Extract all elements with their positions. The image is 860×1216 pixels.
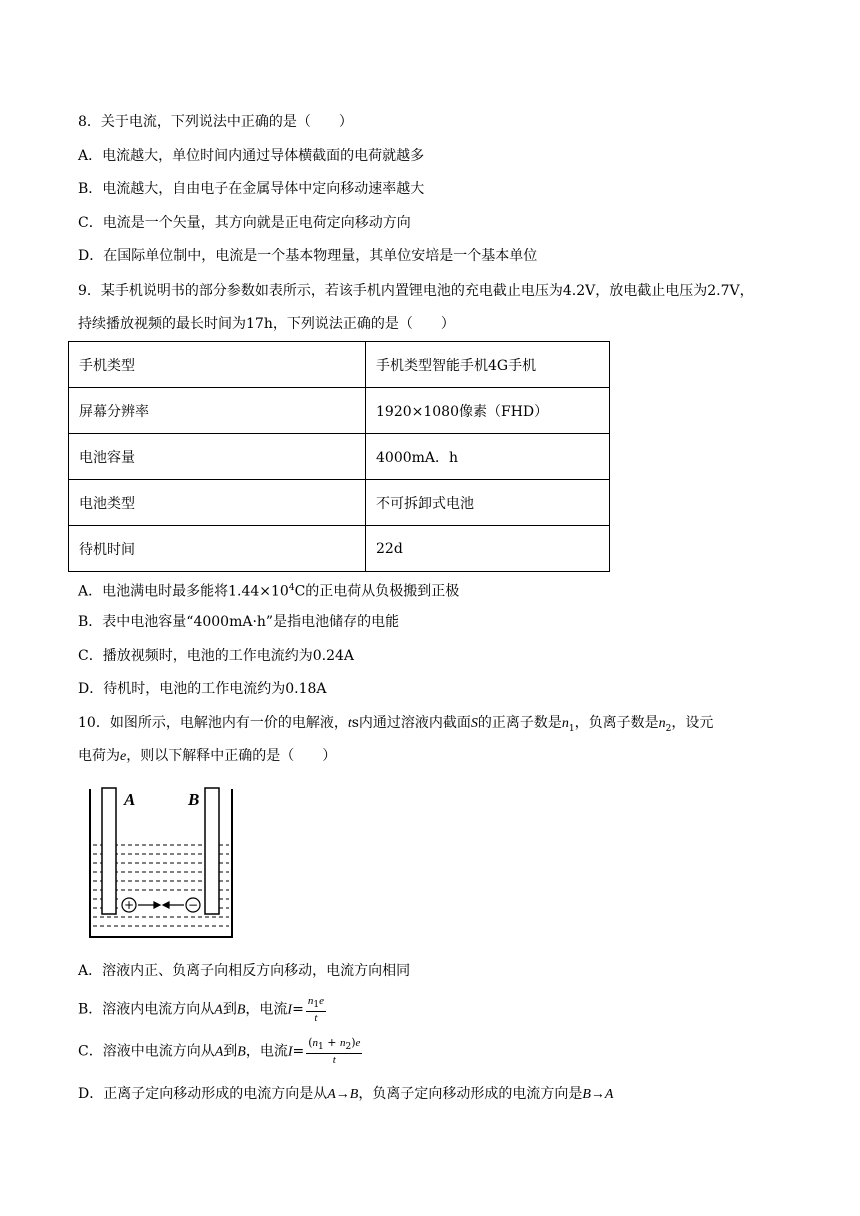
stem-text: 10．如图所示，电解池内有一价的电解液， <box>78 715 348 731</box>
negative-ion-sign: − <box>187 898 199 912</box>
table-cell: 电池类型 <box>69 480 366 526</box>
q10-stem-line1 <box>78 713 713 739</box>
var-a: A <box>214 1002 223 1018</box>
stem-text: 电荷为 <box>78 748 120 764</box>
table-row <box>69 526 610 572</box>
q10-option-d <box>78 1084 613 1105</box>
q9-stem-line2: 持续播放视频的最长时间为17h，下列说法正确的是（ ） <box>78 316 455 332</box>
stem-text: ，则以下解释中正确的是（ ） <box>126 748 337 764</box>
q9-stem-line1: 9．某手机说明书的部分参数如表所示，若该手机内置锂电池的充电截止电压为4.2V，放电截止电压为2.7V， <box>78 283 754 299</box>
table-row <box>69 342 610 388</box>
option-text: C的正电荷从负极搬到正极 <box>294 583 460 600</box>
subscript: 1 <box>318 1042 324 1053</box>
q10-option-b <box>78 995 326 1024</box>
var-n1: n <box>312 1037 319 1049</box>
var-b: B <box>237 1044 246 1060</box>
direction-ab: A→B <box>327 1087 359 1102</box>
electrode-a <box>102 788 116 914</box>
equals-sign: = <box>292 1001 304 1018</box>
var-t: t <box>347 716 352 731</box>
var-a: A <box>214 1044 224 1060</box>
option-text: B．溶液内电流方向从 <box>78 1001 215 1018</box>
table-cell: 手机类型 <box>69 342 366 388</box>
paren: ( <box>308 1036 313 1049</box>
subscript: 2 <box>665 723 672 734</box>
direction-ba: B→A <box>582 1087 614 1102</box>
q10-option-c <box>78 1037 362 1066</box>
q10-stem-line2 <box>78 746 336 767</box>
exponent: 4 <box>288 583 295 593</box>
q8-option-d: D．在国际单位制中，电流是一个基本物理量，其单位安培是一个基本单位 <box>78 248 538 264</box>
phone-spec-table <box>68 341 610 572</box>
numerator <box>306 1037 362 1054</box>
q9-option-d: D．待机时，电池的工作电流约为0.18A <box>78 681 327 697</box>
stem-text: s内通过溶液内截面 <box>351 715 471 731</box>
numerator <box>306 995 326 1012</box>
denominator: t <box>332 1054 336 1067</box>
table-cell: 不可拆卸式电池 <box>366 480 610 526</box>
q8-option-c: C．电流是一个矢量，其方向就是正电荷定向移动方向 <box>78 215 411 231</box>
q9-option-c: C．播放视频时，电池的工作电流约为0.24A <box>78 648 354 664</box>
fraction <box>306 1037 362 1066</box>
q8-option-b: B．电流越大，自由电子在金属导体中定向移动速率越大 <box>78 181 425 197</box>
table-row <box>69 388 610 434</box>
var-i: I <box>287 1002 293 1018</box>
var-b: B <box>236 1002 246 1018</box>
positive-ion-sign: + <box>123 898 135 912</box>
var-n1: n <box>307 995 314 1007</box>
equals-sign: = <box>292 1043 305 1060</box>
electrolytic-cell-diagram <box>84 787 236 941</box>
q10-option-a: A．溶液内正、负离子向相反方向移动，电流方向相同 <box>78 963 411 979</box>
option-text: 到 <box>223 1043 238 1060</box>
option-text: ，电流 <box>245 1001 288 1018</box>
table-cell: 1920×1080像素（FHD） <box>366 388 610 434</box>
table-row <box>69 480 610 526</box>
label-a: A <box>124 790 136 809</box>
var-n2: n <box>340 1037 346 1049</box>
q8-stem: 8．关于电流，下列说法中正确的是（ ） <box>78 114 353 130</box>
var-e: e <box>319 995 324 1007</box>
option-text: D．正离子定向移动形成的电流方向是从 <box>78 1086 328 1102</box>
table-cell: 屏幕分辨率 <box>69 388 366 434</box>
table-row <box>69 434 610 480</box>
option-text: ，电流 <box>245 1043 288 1060</box>
fraction <box>306 995 326 1024</box>
subscript: 2 <box>345 1042 352 1053</box>
option-text: C．溶液中电流方向从 <box>78 1043 215 1060</box>
var-s: S <box>470 716 478 731</box>
stem-text: ，负离子数是 <box>574 715 659 731</box>
table-cell: 手机类型智能手机4G手机 <box>366 342 610 388</box>
stem-text: 的正离子数是 <box>477 715 562 731</box>
var-e: e <box>355 1037 361 1049</box>
q8-option-a: A．电流越大，单位时间内通过导体横截面的电荷就越多 <box>78 148 425 164</box>
option-text: ，负离子定向移动形成的电流方向是 <box>358 1086 583 1102</box>
var-n2: n <box>658 716 666 731</box>
q9-option-a <box>78 578 459 602</box>
table-cell: 电池容量 <box>69 434 366 480</box>
q9-option-b: B．表中电池容量“4000mA·h”是指电池储存的电能 <box>78 614 400 630</box>
var-n1: n <box>561 716 569 731</box>
stem-text: ，设元 <box>671 715 714 731</box>
table-cell: 4000mA．h <box>366 434 610 480</box>
electrode-b <box>205 788 219 914</box>
denominator: t <box>314 1012 318 1025</box>
label-b: B <box>188 790 200 809</box>
table-cell: 22d <box>366 526 610 572</box>
subscript: 1 <box>568 723 575 734</box>
option-text: 到 <box>222 1001 237 1018</box>
var-e: e <box>120 749 127 764</box>
paren: ) <box>351 1036 356 1049</box>
table-cell: 待机时间 <box>69 526 366 572</box>
subscript: 1 <box>313 1000 320 1011</box>
plus-sign: + <box>323 1036 340 1049</box>
option-text: A．电池满电时最多能将1.44×10 <box>78 583 289 600</box>
var-i: I <box>287 1044 293 1060</box>
